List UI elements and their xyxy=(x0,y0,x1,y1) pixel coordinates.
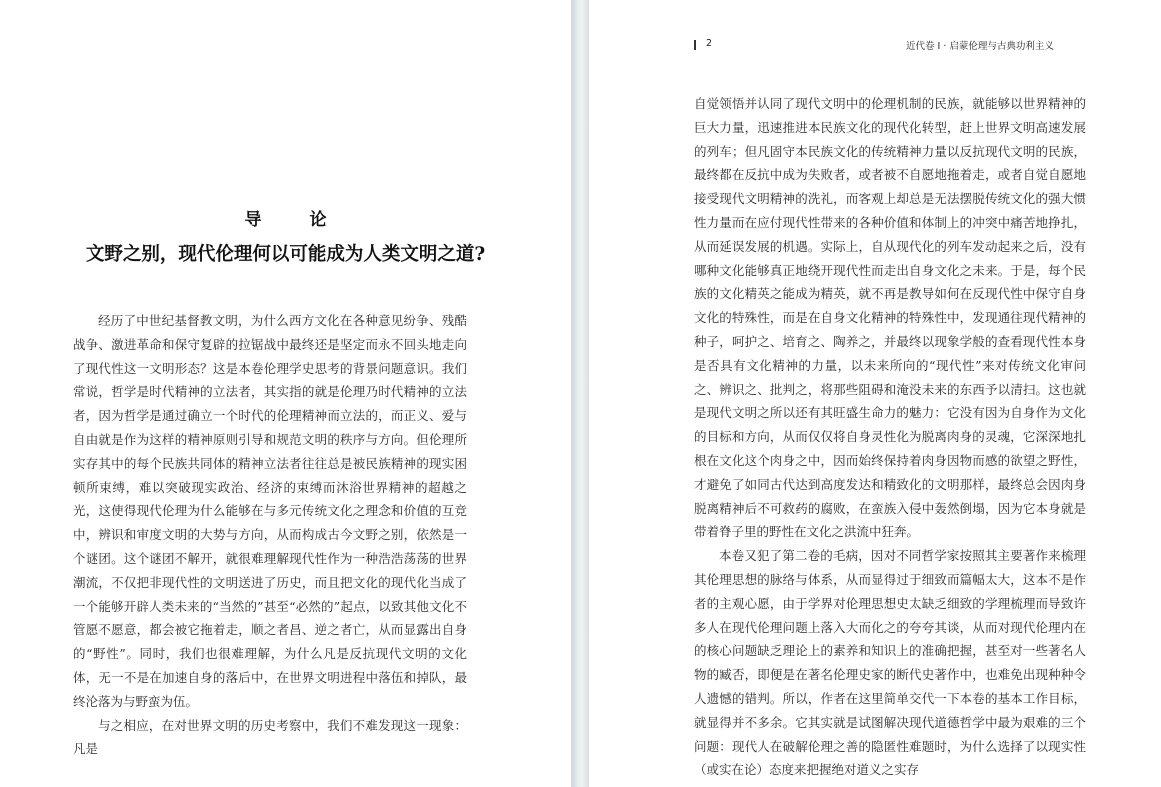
right-body-text xyxy=(694,92,1086,782)
paragraph: 本卷又犯了第二卷的毛病，因对不同哲学家按照其主要著作来梳理其伦理思想的脉络与体系，从而显得过于细致而篇幅太大，这本不是作者的主观心愿，由于学界对伦理思想史太缺乏细致的学理梳理而导致许多人在现代伦理问题上落入大而化之的夸夸其谈，从而对现代伦理内在的核心问题缺乏理论上的素养和知识上的准确把握，甚至对一些著名人物的臧否，即便是在著名伦理史家的断代史著作中，也难免出现种种令人遗憾的错判。所以，作者在这里简单交代一下本卷的基本工作目标，就显得并不多余。它其实就是试图解决现代道德哲学中最为艰难的三个问题：现代人在破解伦理之善的隐匿性难题时，为什么选择了以现实性（或实在论）态度来把握绝对道义之实存 xyxy=(694,548,1086,778)
page-gutter xyxy=(571,0,589,787)
left-page xyxy=(0,0,571,787)
page-number: 2 xyxy=(706,38,713,49)
running-header xyxy=(694,38,1086,54)
right-page xyxy=(589,0,1161,787)
paragraph: 经历了中世纪基督教文明，为什么西方文化在各种意见纷争、残酷战争、激进革命和保守复辟的拉锯战中最终还是坚定而永不回头地走向了现代性这一文明形态？这是本卷伦理学史思考的背景问题意识。我们常说，哲学是时代精神的立法者，其实指的就是伦理乃时代精神的立法者，因为哲学是通过确立一个时代的伦理精神而立法的，而正义、爱与自由就是作为这样的精神原则引导和规范文明的秩序与方向。但伦理所实存其中的每个民族共同体的精神立法者往往总是被民族精神的现实困顿所束缚，难以突破现实政治、经济的束缚而沐浴世界精神的超越之光，这使得现代伦理为什么能够在与多元传统文化之理念和价值的互竞中，辨识和审度文明的大势与方向，从而构成古今文野之别，依然是一个谜团。这个谜团不解开，就很难理解现代性作为一种浩浩荡荡的世界潮流，不仅把非现代性的文明送进了历史，而且把文化的现代化当成了一个能够开辟人类未来的“当然的”甚至“必然的”起点，以致其他文化不管愿不愿意，都会被它拖着走，顺之者昌、逆之者亡，从而显露出自身的“野性”。同时，我们也很难理解，为什么凡是反抗现代文明的文化体，无一不是在加速自身的落后中，在世界文明进程中落伍和掉队，最终沦落为与野蛮为伍。 xyxy=(73,313,467,709)
paragraph: 与之相应，在对世界文明的历史考察中，我们不难发现这一现象：凡是 xyxy=(73,717,467,757)
chapter-title: 文野之别，现代伦理何以可能成为人类文明之道? xyxy=(85,244,486,265)
chapter-heading: 导论 xyxy=(244,210,375,230)
continued-paragraph: 自觉领悟并认同了现代文明中的伦理机制的民族，就能够以世界精神的巨大力量，迅速推进本民族文化的现代化转型，赶上世界文明高速发展的列车；但凡固守本民族文化的传统精神力量以反抗现代文明的民族，最终都在反抗中成为失败者，或者被不自愿地拖着走，或者自觉自愿地接受现代文明精神的洗礼，而客观上却总是无法摆脱传统文化的强大惯性力量而在应付现代性带来的各种价值和体制上的冲突中痛苦地挣扎，从而延误发展的机遇。实际上，自从现代化的列车发动起来之后，没有哪种文化能够真正地绕开现代性而走出自身文化之未来。于是，每个民族的文化精英之能成为精英，就不再是教导如何在反现代性中保守自身文化的特殊性，而是在自身文化精神的特殊性中，发现通往现代精神的种子，呵护之、培育之、陶养之，并最终以现象学般的查看现代性本身是否具有文化精神的力量，以未来所向的“现代性”来对传统文化审问之、辨识之、批判之，将那些阻碍和淹没未来的东西予以清扫。这也就是现代文明之所以还有其旺盛生命力的魅力：它没有因为自身作为文化的目标和方向，从而仅仅将自身灵性化为脱离肉身的灵魂，它深深地扎根在文化这个肉身之中，因而始终保持着肉身因物而感的欲望之野性，才避免了如同古代达到高度发达和精致化的文明那样，最终总会因肉身脱离精神后不可救药的腐败，在蛮族入侵中轰然倒塌，因为它本身就是带着脊子里的野性在文化之洪流中狂奔。 xyxy=(694,96,1086,540)
running-title: 近代卷 Ⅰ · 启蒙伦理与古典功利主义 xyxy=(906,41,1054,52)
left-body-text xyxy=(73,309,467,761)
header-bar-mark xyxy=(694,40,696,50)
